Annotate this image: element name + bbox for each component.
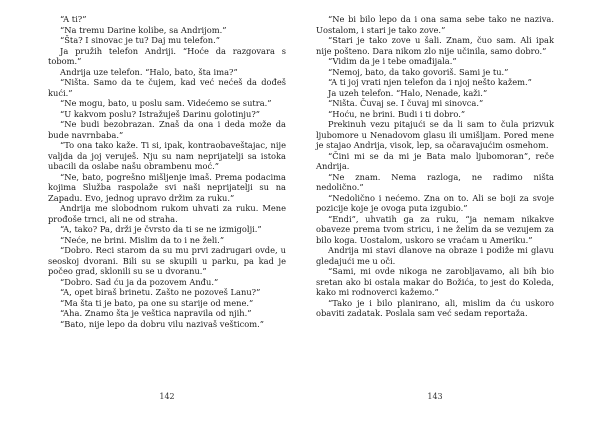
paragraph: “Vidim da je i tebe omađijala.” — [328, 56, 457, 66]
paragraph: “Sami, mi ovde nikoga ne zarobljavamo, ali bih bio sretan ako bi ostala makar do Božića, to jest do Koleda, kako mi rodnoverci kažemo.” — [316, 266, 554, 297]
paragraph: “Ne znam. Nema razloga, ne radimo ništa nedolično.” — [316, 171, 554, 192]
paragraph: “A, tako? Pa, drži je čvrsto da ti se ne izmigolji.” — [60, 224, 262, 234]
right-page-text — [316, 14, 554, 319]
paragraph: “Na tremu Darine kolibe, sa Andrijom.” — [60, 24, 227, 35]
paragraph: “Dobro. Reci starom da su mu prvi zadrugari ovde, u seoskoj dvorani. Bili su se skupili u parku, pa kad je počeo grad, sklonili su se u dvoranu.” — [48, 245, 286, 276]
paragraph: Andrija me slobodnom rukom uhvati za ruku. Mene prođoše trnci, ali ne od straha. — [48, 203, 286, 224]
paragraph: “A ti?” — [60, 14, 87, 24]
paragraph: “Šta? I sinovac je tu? Daj mu telefon.” — [60, 35, 221, 45]
paragraph: “Tako je i bilo planirano, ali, mislim da ću uskoro obaviti zadatak. Poslala sam već sedam reportaža. — [316, 297, 554, 318]
right-page — [300, 0, 600, 424]
paragraph: “Endi”, uhvatih ga za ruku, “ja nemam nikakve obaveze prema tvom stricu, i ne želim da se vezujem za bilo koga. Uostalom, uskoro se vraćam u Ameriku.” — [316, 213, 554, 245]
paragraph: “Ništa. Samo da te čujem, kad već nećeš da dođeš kući.” — [48, 77, 286, 98]
paragraph: “Ma šta ti je bato, pa one su starije od mene.” — [60, 297, 254, 308]
paragraph: “Ne budi bezobrazan. Znaš da ona i deda može da bude navrnbaba.” — [48, 119, 286, 140]
page-number-left: 142 — [159, 392, 175, 401]
paragraph: Prekinuh vezu pitajući se da li sam to čula prizvuk ljubomore u Nenadovom glasu ili umišljam. Pored mene je stajao Andrija, visok, lep, sa očaravajućim osmehom. — [316, 119, 554, 150]
paragraph: “Bato, nije lepo da dobru vilu nazivaš vešticom.” — [60, 318, 265, 329]
paragraph: “Stari je tako zove u šali. Znam, čuo sam. Ali ipak nije pošteno. Dara nikom zlo nije učinila, samo dobro.” — [316, 35, 554, 56]
paragraph: “Dobro. Sad ću ja da pozovem Anđu.” — [60, 276, 219, 287]
paragraph: “Ništa. Čuvaj se. I čuvaj mi sinovca.” — [328, 98, 484, 108]
paragraph: “Ne mogu, bato, u poslu sam. Videćemo se sutra.” — [60, 98, 272, 108]
paragraph: “Nedolično i nećemo. Zna on to. Ali se boji za svoje pozicije koje je ovoga puta izgubio.” — [316, 192, 554, 213]
paragraph: Ja pružih telefon Andriji. “Hoće da razgovara s tobom.” — [48, 45, 286, 66]
paragraph: “U kakvom poslu? Istražuješ Darinu golotinju?” — [60, 108, 261, 119]
paragraph: “To ona tako kaže. Ti si, ipak, kontraobaveštajac, nije valjda da joj veruješ. Nju su nam neprijatelji sa istoka ubacili da oslabe našu obrambenu moć.” — [48, 140, 286, 171]
paragraph: “Čini mi se da mi je Bata malo ljubomoran”, reče Andrija. — [316, 150, 554, 171]
paragraph: “Ne bi bilo lepo da i ona sama sebe tako ne naziva. Uostalom, i stari je tako zove.” — [316, 14, 554, 35]
paragraph: “Aha. Znamo šta je veštica napravila od njih.” — [60, 308, 252, 318]
paragraph: “Neće, ne brini. Mislim da to i ne želi.” — [60, 234, 225, 245]
page-number-right: 143 — [427, 392, 443, 401]
paragraph: Andrija uze telefon. “Halo, bato, šta ima?” — [60, 66, 238, 77]
paragraph: “A, opet biraš brinetu. Zašto ne pozoveš Lanu?” — [60, 287, 261, 297]
paragraph: “Nemoj, bato, da tako govoriš. Sami je tu.” — [328, 66, 509, 77]
paragraph: “A ti joj vrati njen telefon da i njoj nešto kažem.” — [328, 77, 532, 87]
paragraph: “Ne, bato, pogrešno mišljenje imaš. Prema podacima kojima Služba raspolaže svi naši neprijatelji su na Zapadu. Evo, jednog upravo držim za ruku.” — [48, 171, 286, 203]
paragraph: Andrija mi stavi dlanove na obraze i podiže mi glavu gledajući me u oči. — [316, 245, 554, 266]
paragraph: Ja uzeh telefon. “Halo, Nenade, kaži.” — [328, 87, 488, 98]
left-page-text — [48, 14, 286, 329]
paragraph: “Hoću, ne brini. Budi i ti dobro.” — [328, 108, 466, 119]
